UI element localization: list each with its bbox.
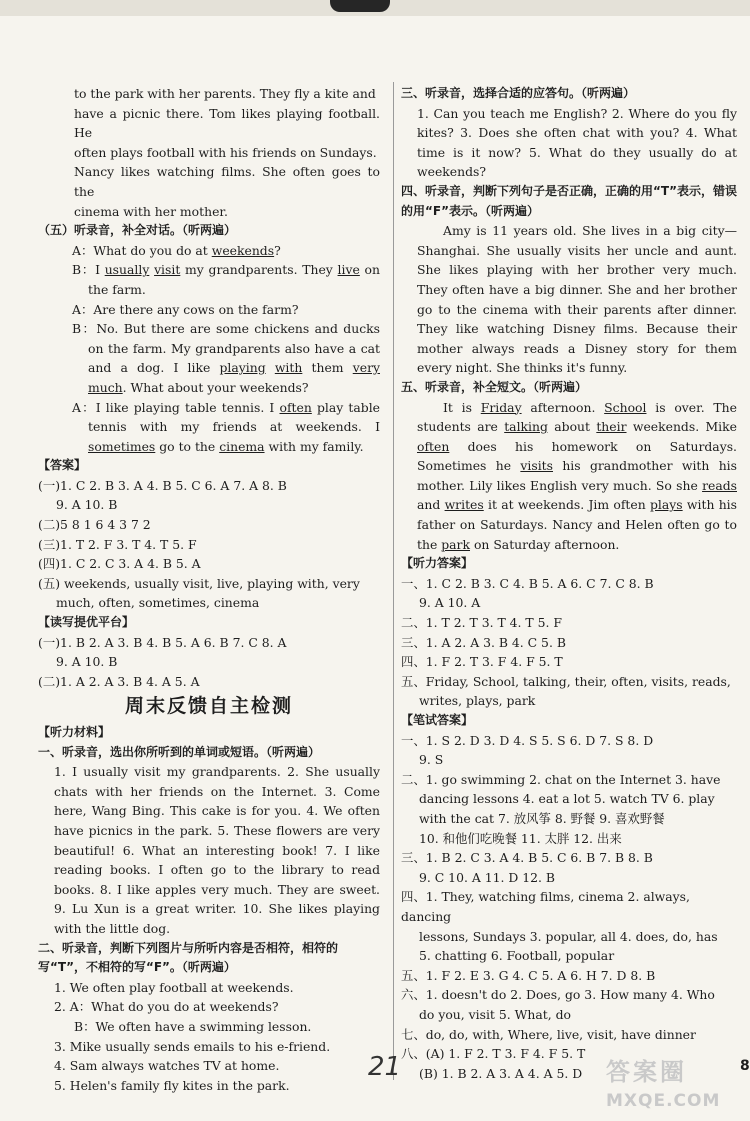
- blank-answer: park: [441, 536, 470, 552]
- answer-line: (二)5 8 1 6 4 3 7 2: [38, 517, 151, 533]
- listening-answers-heading: 【听力答案】: [401, 556, 474, 571]
- answer-line: 六、1. doesn't do 2. Does, go 3. How many 4. Who: [401, 987, 715, 1003]
- blank-answer: with: [274, 360, 303, 376]
- answer-line: writes, plays, park: [419, 693, 536, 709]
- answer-line: 一、1. C 2. B 3. C 4. B 5. A 6. C 7. C 8. B: [401, 575, 654, 591]
- blank-answer: often: [417, 438, 450, 454]
- passage-text: does his homework on Saturdays. Sometimes he: [417, 438, 737, 474]
- passage-text: it at weekends. Jim often: [483, 497, 650, 513]
- rw-heading: 【读写提优平台】: [38, 615, 135, 630]
- written-answers-heading: 【笔试答案】: [401, 713, 474, 727]
- part4-text: Amy is 11 years old. She lives in a big city—Shanghai. She usually visits her uncle and aunt. She likes playing with her brother very much. They often have a big dinner. She and her brother go to the cinema with their parents after dinner. They like watching Disney films. Because their mother always reads a Disney story for them every night. She thinks it's funny.: [417, 223, 737, 376]
- part2-item: 4. Sam always watches TV at home.: [54, 1058, 280, 1074]
- answers-heading: 【答案】: [38, 458, 87, 473]
- part2-item: 3. Mike usually sends emails to his e-friend.: [54, 1038, 331, 1054]
- answer-line: 二、1. T 2. T 3. T 4. T 5. F: [401, 615, 562, 631]
- binder-clip-shadow: [330, 0, 390, 12]
- dialogue-line: [38, 241, 380, 261]
- blank-answer: School: [604, 399, 647, 415]
- blank-answer: plays: [650, 497, 683, 513]
- answer-line: 七、do, do, with, Where, live, visit, have dinner: [401, 1026, 696, 1042]
- answer-line: 5. chatting 6. Football, popular: [419, 948, 615, 964]
- dialogue-text: them: [302, 360, 353, 376]
- part5-text: [401, 398, 737, 555]
- passage-text: afternoon.: [521, 399, 605, 415]
- answer-line: much, often, sometimes, cinema: [56, 595, 260, 611]
- answer-line: (B) 1. B 2. A 3. A 4. A 5. D: [419, 1065, 583, 1081]
- dialogue-text: B：No. But there are some chickens and ducks on the farm. My grandparents also have a cat and a dog. I like: [72, 321, 380, 376]
- dialogue-text: . What about your weekends?: [122, 379, 309, 395]
- answer-line: 一、1. S 2. D 3. D 4. S 5. S 6. D 7. S 8. D: [401, 732, 654, 748]
- blank-answer: writes: [444, 497, 484, 513]
- blank-answer: cinema: [219, 438, 265, 454]
- passage-text: with his father on Saturdays. Nancy and Helen often go to the: [417, 497, 738, 552]
- answer-line: (三)1. T 2. F 3. T 4. T 5. F: [38, 536, 197, 552]
- blank-answer: much: [88, 379, 123, 395]
- answer-line: lessons, Sundays 3. popular, all 4. does, do, has: [419, 928, 718, 944]
- blank-answer: visit: [154, 262, 181, 278]
- passage-text: on Saturday afternoon.: [470, 536, 620, 552]
- text-line: cinema with her mother.: [74, 203, 228, 219]
- blank-answer: reads: [702, 477, 737, 493]
- part2-item: 2. A：What do you do at weekends?: [54, 999, 279, 1015]
- text-line: to the park with her parents. They fly a kite and: [74, 86, 376, 101]
- watermark-logo: [606, 1052, 744, 1118]
- text-line: have a picnic there. Tom likes playing football. He: [74, 105, 380, 141]
- part2-heading: 二、听录音，判断下列图片与所听内容是否相符，相符的写“T”，不相符的写“F”。（听两遍）: [38, 940, 339, 975]
- answer-line: 三、1. A 2. A 3. B 4. C 5. B: [401, 634, 566, 650]
- passage-text: and: [417, 497, 445, 513]
- blank-answer: playing: [219, 360, 266, 376]
- part2-item: 5. Helen's family fly kites in the park.: [54, 1077, 290, 1093]
- printed-page-number: 8: [740, 1058, 750, 1074]
- blank-answer: Friday: [480, 399, 522, 415]
- blank-answer: weekends: [211, 242, 275, 258]
- text-line: often plays football with his friends on Sundays.: [74, 144, 377, 160]
- dialogue: [38, 241, 380, 457]
- dialogue-text: A：What do you do at: [72, 242, 212, 258]
- part3-heading: 三、听录音，选择合适的应答句。（听两遍）: [401, 86, 636, 100]
- blank-answer: sometimes: [88, 438, 156, 454]
- dialogue-text: on the farm.: [88, 262, 380, 297]
- blank-answer: usually: [104, 262, 150, 278]
- part4-heading: 四、听录音，判断下列句子是否正确，正确的用“T”表示，错误的用“F”表示。（听两遍）: [401, 183, 737, 218]
- answer-line: 9. A 10. B: [56, 654, 118, 670]
- dialogue-text: ?: [274, 242, 281, 258]
- answer-line: 三、1. B 2. C 3. A 4. B 5. C 6. B 7. B 8. B: [401, 850, 653, 866]
- part1-text: 1. I usually visit my grandparents. 2. She usually chats with her friends on the Internet. 3. Come here, Wang Bing. This cake is for you. 4. We often have picnics in the park. 5. These flowers are very beautiful! 6. What an interesting book! 7. I like reading books. I often go to the library to read books. 8. I like apples very much. They are sweet. 9. Lu Xun is a great writer. 10. She likes playing with the little dog.: [54, 764, 380, 936]
- blank-answer: visits: [520, 458, 553, 474]
- column-divider: [393, 82, 394, 1080]
- answer-line: 9. C 10. A 11. D 12. B: [419, 869, 555, 885]
- right-column: [401, 84, 737, 1083]
- part3-text: 1. Can you teach me English? 2. Where do you fly kites? 3. Does she often chat with you? 4. What time is it now? 5. What do they usually do at weekends?: [417, 105, 737, 180]
- dialogue-line: [38, 319, 380, 397]
- dialogue-line: [38, 398, 380, 457]
- material-heading: 【听力材料】: [38, 725, 111, 739]
- answer-line: (五) weekends, usually visit, live, playing with, very: [38, 575, 360, 591]
- answer-line: with the cat 7. 放风筝 8. 野餐 9. 喜欢野餐: [419, 810, 665, 826]
- answer-line: (四)1. C 2. C 3. A 4. B 5. A: [38, 556, 201, 572]
- answer-line: 四、1. They, watching films, cinema 2. always, dancing: [401, 889, 690, 924]
- blank-answer: often: [279, 399, 312, 415]
- part5-heading: 五、听录音，补全短文。（听两遍）: [401, 379, 588, 394]
- blank-answer: talking: [504, 419, 548, 435]
- answer-line: (一)1. C 2. B 3. A 4. B 5. C 6. A 7. A 8. B: [38, 477, 287, 493]
- dialogue-text: with my family.: [264, 438, 364, 454]
- blank-answer: live: [337, 262, 360, 278]
- dialogue-text: play table tennis with my friends at weekends. I: [88, 399, 380, 435]
- watermark-text: 答案圈: [606, 1058, 687, 1086]
- answer-line: 五、1. F 2. E 3. G 4. C 5. A 6. H 7. D 8. B: [401, 967, 656, 983]
- answer-line: 八、(A) 1. F 2. T 3. F 4. F 5. T: [401, 1046, 586, 1062]
- answer-line: do you, visit 5. What, do: [419, 1006, 571, 1022]
- passage-text: is over. The students are: [417, 399, 737, 435]
- part1-heading: 一、听录音，选出你所听到的单词或短语。（听两遍）: [38, 744, 321, 759]
- answer-line: (二)1. A 2. A 3. B 4. A 5. A: [38, 673, 200, 689]
- handwritten-page-number: 21: [368, 1052, 402, 1082]
- dialogue-line: A：Are there any cows on the farm?: [72, 301, 299, 317]
- watermark-url: MXQE.COM: [606, 1091, 721, 1111]
- page-title: 周末反馈自主检测: [124, 695, 293, 718]
- dialogue-text: my grandparents. They: [180, 262, 338, 278]
- passage-text: It is: [443, 399, 481, 415]
- section-heading-5: （五）听录音，补全对话。（听两遍）: [38, 223, 237, 238]
- text-line: Nancy likes watching films. She often goes to the: [74, 164, 380, 199]
- answer-line: 四、1. F 2. T 3. F 4. F 5. T: [401, 654, 563, 670]
- dialogue-text: A：I like playing table tennis. I: [72, 399, 280, 415]
- answer-line: 9. S: [419, 752, 444, 768]
- passage-text: weekends. Mike: [626, 419, 737, 435]
- answer-line: dancing lessons 4. eat a lot 5. watch TV 6. play: [419, 791, 715, 807]
- passage-text: about: [547, 419, 597, 435]
- answer-line: 9. A 10. B: [56, 497, 118, 513]
- dialogue-text: go to the: [155, 438, 220, 454]
- answer-line: 9. A 10. A: [419, 595, 481, 611]
- left-column: [38, 84, 380, 1095]
- answer-line: (一)1. B 2. A 3. B 4. B 5. A 6. B 7. C 8. A: [38, 634, 287, 650]
- answer-line: 二、1. go swimming 2. chat on the Internet 3. have: [401, 771, 721, 787]
- part2-item: 1. We often play football at weekends.: [54, 979, 294, 995]
- dialogue-text: B：I: [72, 262, 105, 278]
- blank-answer: their: [596, 419, 627, 435]
- passage-text: his grandmother with his mother. Lily likes English very much. So she: [417, 458, 737, 493]
- dialogue-line: [38, 260, 380, 299]
- part2-item: B：We often have a swimming lesson.: [74, 1018, 312, 1034]
- blank-answer: very: [352, 360, 380, 376]
- answer-line: 五、Friday, School, talking, their, often, visits, reads,: [401, 673, 731, 689]
- answer-line: 10. 和他们吃晚餐 11. 太胖 12. 出来: [419, 830, 622, 846]
- dialogue-text: [266, 360, 275, 375]
- scan-top-edge: [0, 0, 750, 16]
